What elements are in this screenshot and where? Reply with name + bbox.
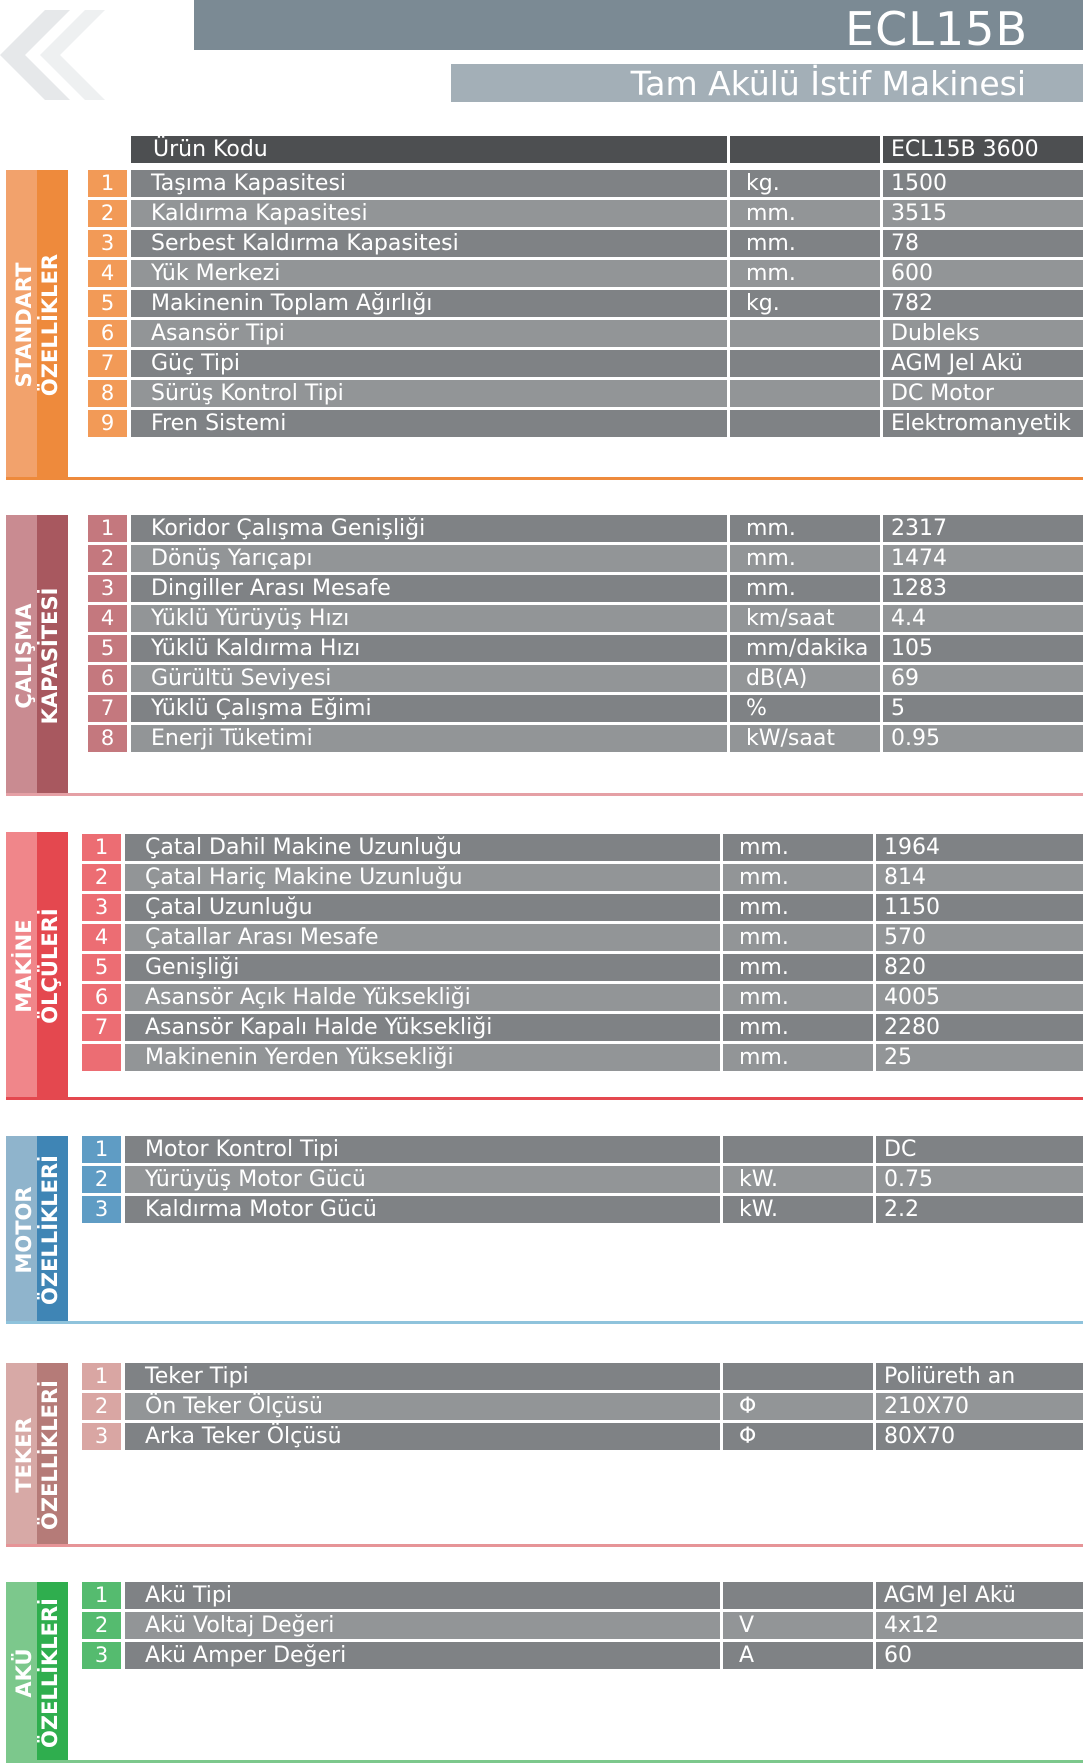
row-unit bbox=[723, 1136, 873, 1163]
row-number: 2 bbox=[82, 1393, 121, 1420]
row-unit: mm. bbox=[723, 984, 873, 1011]
row-number bbox=[82, 1044, 121, 1071]
row-number: 6 bbox=[88, 665, 127, 692]
page-subtitle: Tam Akülü İstif Makinesi bbox=[630, 64, 1026, 103]
row-unit: mm. bbox=[723, 894, 873, 921]
row-number: 3 bbox=[88, 575, 127, 602]
row-value: DC bbox=[876, 1136, 1083, 1163]
row-number: 2 bbox=[82, 1166, 121, 1193]
row-value: AGM Jel Akü bbox=[883, 350, 1083, 377]
row-name: Ön Teker Ölçüsü bbox=[125, 1393, 720, 1420]
header-value: ECL15B 3600 bbox=[883, 136, 1083, 163]
row-value: 25 bbox=[876, 1044, 1083, 1071]
row-unit: V bbox=[723, 1612, 873, 1639]
row-value: 69 bbox=[883, 665, 1083, 692]
row-number: 1 bbox=[82, 834, 121, 861]
table-row bbox=[88, 320, 1083, 347]
row-value: 0.75 bbox=[876, 1166, 1083, 1193]
section-title-line: AKÜ bbox=[12, 1647, 36, 1698]
section-divider bbox=[6, 1544, 1083, 1547]
row-value: 820 bbox=[876, 954, 1083, 981]
row-unit: % bbox=[730, 695, 880, 722]
row-number: 1 bbox=[82, 1136, 121, 1163]
section-title-line: ÖZELLİKLERİ bbox=[38, 1380, 62, 1530]
row-name: Dingiller Arası Mesafe bbox=[131, 575, 727, 602]
row-unit: Φ bbox=[723, 1393, 873, 1420]
row-unit: kg. bbox=[730, 170, 880, 197]
row-number: 3 bbox=[88, 230, 127, 257]
decorative-chevrons bbox=[0, 0, 150, 130]
section-divider bbox=[6, 793, 1083, 796]
section-title-line: KAPASİTESİ bbox=[38, 587, 62, 724]
table-row bbox=[82, 834, 1083, 861]
section-divider bbox=[6, 477, 1083, 480]
row-name: Yüklü Kaldırma Hızı bbox=[131, 635, 727, 662]
table-row bbox=[88, 410, 1083, 437]
row-number: 8 bbox=[88, 380, 127, 407]
row-value: 5 bbox=[883, 695, 1083, 722]
row-name: Akü Amper Değeri bbox=[125, 1642, 720, 1669]
row-value: 78 bbox=[883, 230, 1083, 257]
row-name: Yüklü Çalışma Eğimi bbox=[131, 695, 727, 722]
row-unit: mm. bbox=[723, 924, 873, 951]
row-value: 105 bbox=[883, 635, 1083, 662]
section-title bbox=[11, 1155, 63, 1305]
section-side-label bbox=[6, 1363, 68, 1547]
table-row bbox=[88, 665, 1083, 692]
row-number: 5 bbox=[82, 954, 121, 981]
row-unit: km/saat bbox=[730, 605, 880, 632]
row-name: Kaldırma Motor Gücü bbox=[125, 1196, 720, 1223]
row-name: Motor Kontrol Tipi bbox=[125, 1136, 720, 1163]
row-number: 3 bbox=[82, 894, 121, 921]
section-title-line: STANDART bbox=[12, 262, 36, 388]
section-title-line: MOTOR bbox=[12, 1186, 36, 1274]
table-row bbox=[88, 725, 1083, 752]
row-unit: mm. bbox=[723, 864, 873, 891]
row-name: Enerji Tüketimi bbox=[131, 725, 727, 752]
table-row bbox=[82, 894, 1083, 921]
row-unit bbox=[723, 1363, 873, 1390]
row-number: 4 bbox=[88, 605, 127, 632]
row-name: Kaldırma Kapasitesi bbox=[131, 200, 727, 227]
row-unit bbox=[723, 1582, 873, 1609]
row-unit bbox=[730, 410, 880, 437]
row-value: Dubleks bbox=[883, 320, 1083, 347]
row-name: Arka Teker Ölçüsü bbox=[125, 1423, 720, 1450]
row-name: Koridor Çalışma Genişliği bbox=[131, 515, 727, 542]
row-name: Genişliği bbox=[125, 954, 720, 981]
spec-section bbox=[0, 515, 1083, 796]
spec-section bbox=[0, 1136, 1083, 1324]
row-value: 3515 bbox=[883, 200, 1083, 227]
header-label: Ürün Kodu bbox=[131, 136, 727, 163]
row-name: Teker Tipi bbox=[125, 1363, 720, 1390]
title-banner bbox=[194, 0, 1083, 56]
row-name: Çatal Hariç Makine Uzunluğu bbox=[125, 864, 720, 891]
row-name: Makinenin Toplam Ağırlığı bbox=[131, 290, 727, 317]
table-row bbox=[82, 864, 1083, 891]
row-number: 7 bbox=[88, 350, 127, 377]
row-value: 1500 bbox=[883, 170, 1083, 197]
table-row bbox=[88, 515, 1083, 542]
section-title-line: ÖLÇÜLERİ bbox=[38, 908, 62, 1024]
header-unit bbox=[730, 136, 880, 163]
row-unit bbox=[730, 350, 880, 377]
row-number: 7 bbox=[82, 1014, 121, 1041]
table-row bbox=[82, 1044, 1083, 1071]
row-unit: mm. bbox=[723, 954, 873, 981]
section-title-line: ÖZELLİKLERİ bbox=[38, 1597, 62, 1748]
section-title-line: TEKER bbox=[12, 1417, 36, 1493]
table-row bbox=[88, 575, 1083, 602]
row-number: 1 bbox=[82, 1582, 121, 1609]
table-row bbox=[88, 350, 1083, 377]
row-unit: A bbox=[723, 1642, 873, 1669]
section-side-label bbox=[6, 832, 68, 1100]
row-number: 3 bbox=[82, 1423, 121, 1450]
section-title bbox=[11, 1380, 63, 1530]
section-title-line: ÇALIŞMA bbox=[12, 602, 36, 709]
row-unit: mm. bbox=[723, 1044, 873, 1071]
section-title bbox=[11, 587, 63, 724]
spec-section bbox=[0, 832, 1083, 1100]
page-title: ECL15B bbox=[845, 2, 1028, 56]
section-side-label bbox=[6, 515, 68, 796]
row-unit: mm. bbox=[723, 834, 873, 861]
table-row bbox=[82, 1642, 1083, 1669]
row-unit: kW. bbox=[723, 1166, 873, 1193]
section-side-label bbox=[6, 1136, 68, 1324]
table-row bbox=[88, 380, 1083, 407]
row-number: 5 bbox=[88, 290, 127, 317]
row-name: Sürüş Kontrol Tipi bbox=[131, 380, 727, 407]
row-name: Asansör Kapalı Halde Yüksekliği bbox=[125, 1014, 720, 1041]
row-value: AGM Jel Akü bbox=[876, 1582, 1083, 1609]
row-unit: mm. bbox=[730, 260, 880, 287]
row-value: Elektromanyetik bbox=[883, 410, 1083, 437]
table-row bbox=[82, 1612, 1083, 1639]
row-name: Akü Voltaj Değeri bbox=[125, 1612, 720, 1639]
row-number: 1 bbox=[88, 515, 127, 542]
row-number: 2 bbox=[82, 864, 121, 891]
table-row bbox=[82, 924, 1083, 951]
row-unit: mm. bbox=[723, 1014, 873, 1041]
row-name: Serbest Kaldırma Kapasitesi bbox=[131, 230, 727, 257]
row-unit bbox=[730, 380, 880, 407]
row-name: Fren Sistemi bbox=[131, 410, 727, 437]
table-row bbox=[88, 290, 1083, 317]
row-value: 814 bbox=[876, 864, 1083, 891]
table-row bbox=[82, 1014, 1083, 1041]
spec-section bbox=[0, 1363, 1083, 1547]
table-row bbox=[88, 695, 1083, 722]
row-name: Çatal Uzunluğu bbox=[125, 894, 720, 921]
section-side-label bbox=[6, 170, 68, 480]
row-number: 6 bbox=[82, 984, 121, 1011]
row-name: Taşıma Kapasitesi bbox=[131, 170, 727, 197]
row-value: DC Motor bbox=[883, 380, 1083, 407]
row-value: 80X70 bbox=[876, 1423, 1083, 1450]
table-row bbox=[82, 1363, 1083, 1390]
row-number: 2 bbox=[88, 545, 127, 572]
row-unit: mm. bbox=[730, 575, 880, 602]
row-name: Asansör Tipi bbox=[131, 320, 727, 347]
section-title bbox=[11, 254, 63, 396]
table-header-row bbox=[131, 136, 1083, 163]
row-name: Dönüş Yarıçapı bbox=[131, 545, 727, 572]
row-unit: kW/saat bbox=[730, 725, 880, 752]
row-unit: mm. bbox=[730, 545, 880, 572]
table-row bbox=[82, 1423, 1083, 1450]
row-value: 4x12 bbox=[876, 1612, 1083, 1639]
row-unit: mm. bbox=[730, 515, 880, 542]
row-unit: Φ bbox=[723, 1423, 873, 1450]
section-divider bbox=[6, 1097, 1083, 1100]
row-name: Gürültü Seviyesi bbox=[131, 665, 727, 692]
table-row bbox=[88, 260, 1083, 287]
section-title bbox=[11, 1598, 63, 1748]
table-row bbox=[88, 200, 1083, 227]
table-row bbox=[82, 1393, 1083, 1420]
row-number: 3 bbox=[82, 1642, 121, 1669]
table-row bbox=[82, 1136, 1083, 1163]
row-value: 2317 bbox=[883, 515, 1083, 542]
row-name: Çatallar Arası Mesafe bbox=[125, 924, 720, 951]
row-unit: kg. bbox=[730, 290, 880, 317]
row-number: 1 bbox=[88, 170, 127, 197]
row-unit: mm/dakika bbox=[730, 635, 880, 662]
section-title-line: ÖZELLİKLER bbox=[38, 253, 62, 397]
row-unit: dB(A) bbox=[730, 665, 880, 692]
table-row bbox=[88, 170, 1083, 197]
row-value: 782 bbox=[883, 290, 1083, 317]
table-row bbox=[88, 605, 1083, 632]
row-unit: kW. bbox=[723, 1196, 873, 1223]
spec-section bbox=[0, 1582, 1083, 1763]
section-side-label bbox=[6, 1582, 68, 1763]
row-value: 2.2 bbox=[876, 1196, 1083, 1223]
row-name: Asansör Açık Halde Yüksekliği bbox=[125, 984, 720, 1011]
row-name: Akü Tipi bbox=[125, 1582, 720, 1609]
row-name: Çatal Dahil Makine Uzunluğu bbox=[125, 834, 720, 861]
row-number: 2 bbox=[88, 200, 127, 227]
row-name: Yük Merkezi bbox=[131, 260, 727, 287]
subtitle-banner bbox=[451, 64, 1083, 102]
table-row bbox=[82, 954, 1083, 981]
table-row bbox=[88, 545, 1083, 572]
table-row bbox=[82, 1196, 1083, 1223]
row-value: 570 bbox=[876, 924, 1083, 951]
row-number: 4 bbox=[88, 260, 127, 287]
row-unit bbox=[730, 320, 880, 347]
section-title-line: MAKİNE bbox=[12, 919, 36, 1013]
row-value: 1283 bbox=[883, 575, 1083, 602]
row-name: Güç Tipi bbox=[131, 350, 727, 377]
row-number: 3 bbox=[82, 1196, 121, 1223]
row-number: 9 bbox=[88, 410, 127, 437]
row-value: 4.4 bbox=[883, 605, 1083, 632]
row-value: 600 bbox=[883, 260, 1083, 287]
section-title bbox=[11, 908, 63, 1023]
section-divider bbox=[6, 1321, 1083, 1324]
table-row bbox=[82, 1582, 1083, 1609]
row-name: Makinenin Yerden Yüksekliği bbox=[125, 1044, 720, 1071]
row-value: 1150 bbox=[876, 894, 1083, 921]
row-name: Yürüyüş Motor Gücü bbox=[125, 1166, 720, 1193]
spec-section bbox=[0, 170, 1083, 480]
table-row bbox=[88, 230, 1083, 257]
table-row bbox=[88, 635, 1083, 662]
row-number: 2 bbox=[82, 1612, 121, 1639]
table-row bbox=[82, 1166, 1083, 1193]
row-value: 2280 bbox=[876, 1014, 1083, 1041]
row-number: 8 bbox=[88, 725, 127, 752]
row-number: 1 bbox=[82, 1363, 121, 1390]
row-value: 0.95 bbox=[883, 725, 1083, 752]
row-value: 1474 bbox=[883, 545, 1083, 572]
section-title-line: ÖZELLİKLERİ bbox=[38, 1155, 62, 1305]
row-number: 7 bbox=[88, 695, 127, 722]
row-unit: mm. bbox=[730, 230, 880, 257]
row-number: 6 bbox=[88, 320, 127, 347]
row-value: 210X70 bbox=[876, 1393, 1083, 1420]
row-unit: mm. bbox=[730, 200, 880, 227]
row-value: 1964 bbox=[876, 834, 1083, 861]
row-name: Yüklü Yürüyüş Hızı bbox=[131, 605, 727, 632]
row-number: 5 bbox=[88, 635, 127, 662]
row-value: 60 bbox=[876, 1642, 1083, 1669]
row-number: 4 bbox=[82, 924, 121, 951]
table-row bbox=[82, 984, 1083, 1011]
row-value: Poliüreth an bbox=[876, 1363, 1083, 1390]
row-value: 4005 bbox=[876, 984, 1083, 1011]
